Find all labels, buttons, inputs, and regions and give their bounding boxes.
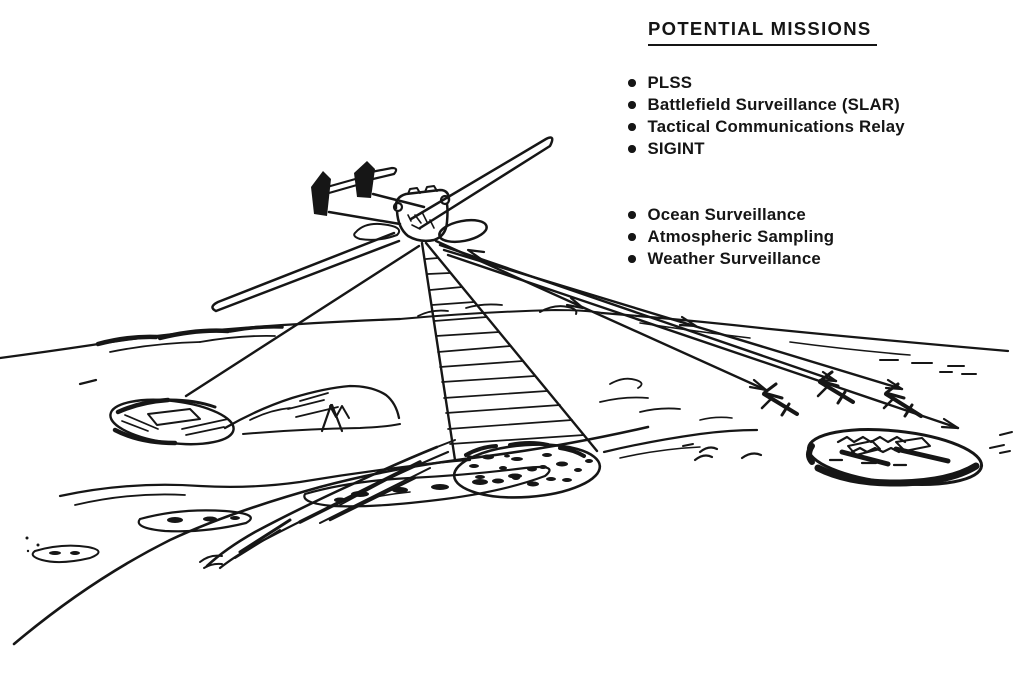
mission-item xyxy=(628,116,988,138)
potential-missions-panel xyxy=(628,18,988,270)
uav-vertical-fin xyxy=(311,171,331,216)
bullet-icon xyxy=(628,145,636,153)
bullet-icon xyxy=(628,255,636,263)
terrain xyxy=(0,304,1008,644)
uav-right-wing xyxy=(411,138,552,228)
uav-left-wing xyxy=(212,233,399,311)
radio-tower-icon xyxy=(322,405,349,431)
mission-item xyxy=(628,204,988,226)
missions-group-secondary xyxy=(628,204,988,270)
right-footprint-ellipse xyxy=(806,422,1012,492)
mission-label: Ocean Surveillance xyxy=(647,205,806,224)
bullet-icon xyxy=(628,123,636,131)
mission-label: Battlefield Surveillance (SLAR) xyxy=(647,95,900,114)
bullet-icon xyxy=(628,211,636,219)
mission-item xyxy=(628,138,988,160)
bullet-icon xyxy=(628,79,636,87)
radar-cone xyxy=(422,243,602,502)
mission-item xyxy=(628,94,988,116)
bullet-icon xyxy=(628,101,636,109)
fighter-jets xyxy=(762,372,921,416)
mission-item xyxy=(628,248,988,270)
mission-label: SIGINT xyxy=(647,139,705,158)
fighter-jet-icon xyxy=(762,384,797,415)
mission-item xyxy=(628,72,988,94)
uav-tail-boom xyxy=(329,212,400,224)
uav-aircraft xyxy=(212,138,552,311)
mission-label: PLSS xyxy=(647,73,693,92)
left-footprint-ellipse xyxy=(108,394,236,451)
mission-label: Tactical Communications Relay xyxy=(647,117,905,136)
missions-title: POTENTIAL MISSIONS xyxy=(648,18,877,46)
mission-label: Weather Surveillance xyxy=(647,249,821,268)
mission-item xyxy=(628,226,988,248)
mission-label: Atmospheric Sampling xyxy=(647,227,835,246)
bullet-icon xyxy=(628,233,636,241)
missions-group-primary xyxy=(628,72,988,160)
